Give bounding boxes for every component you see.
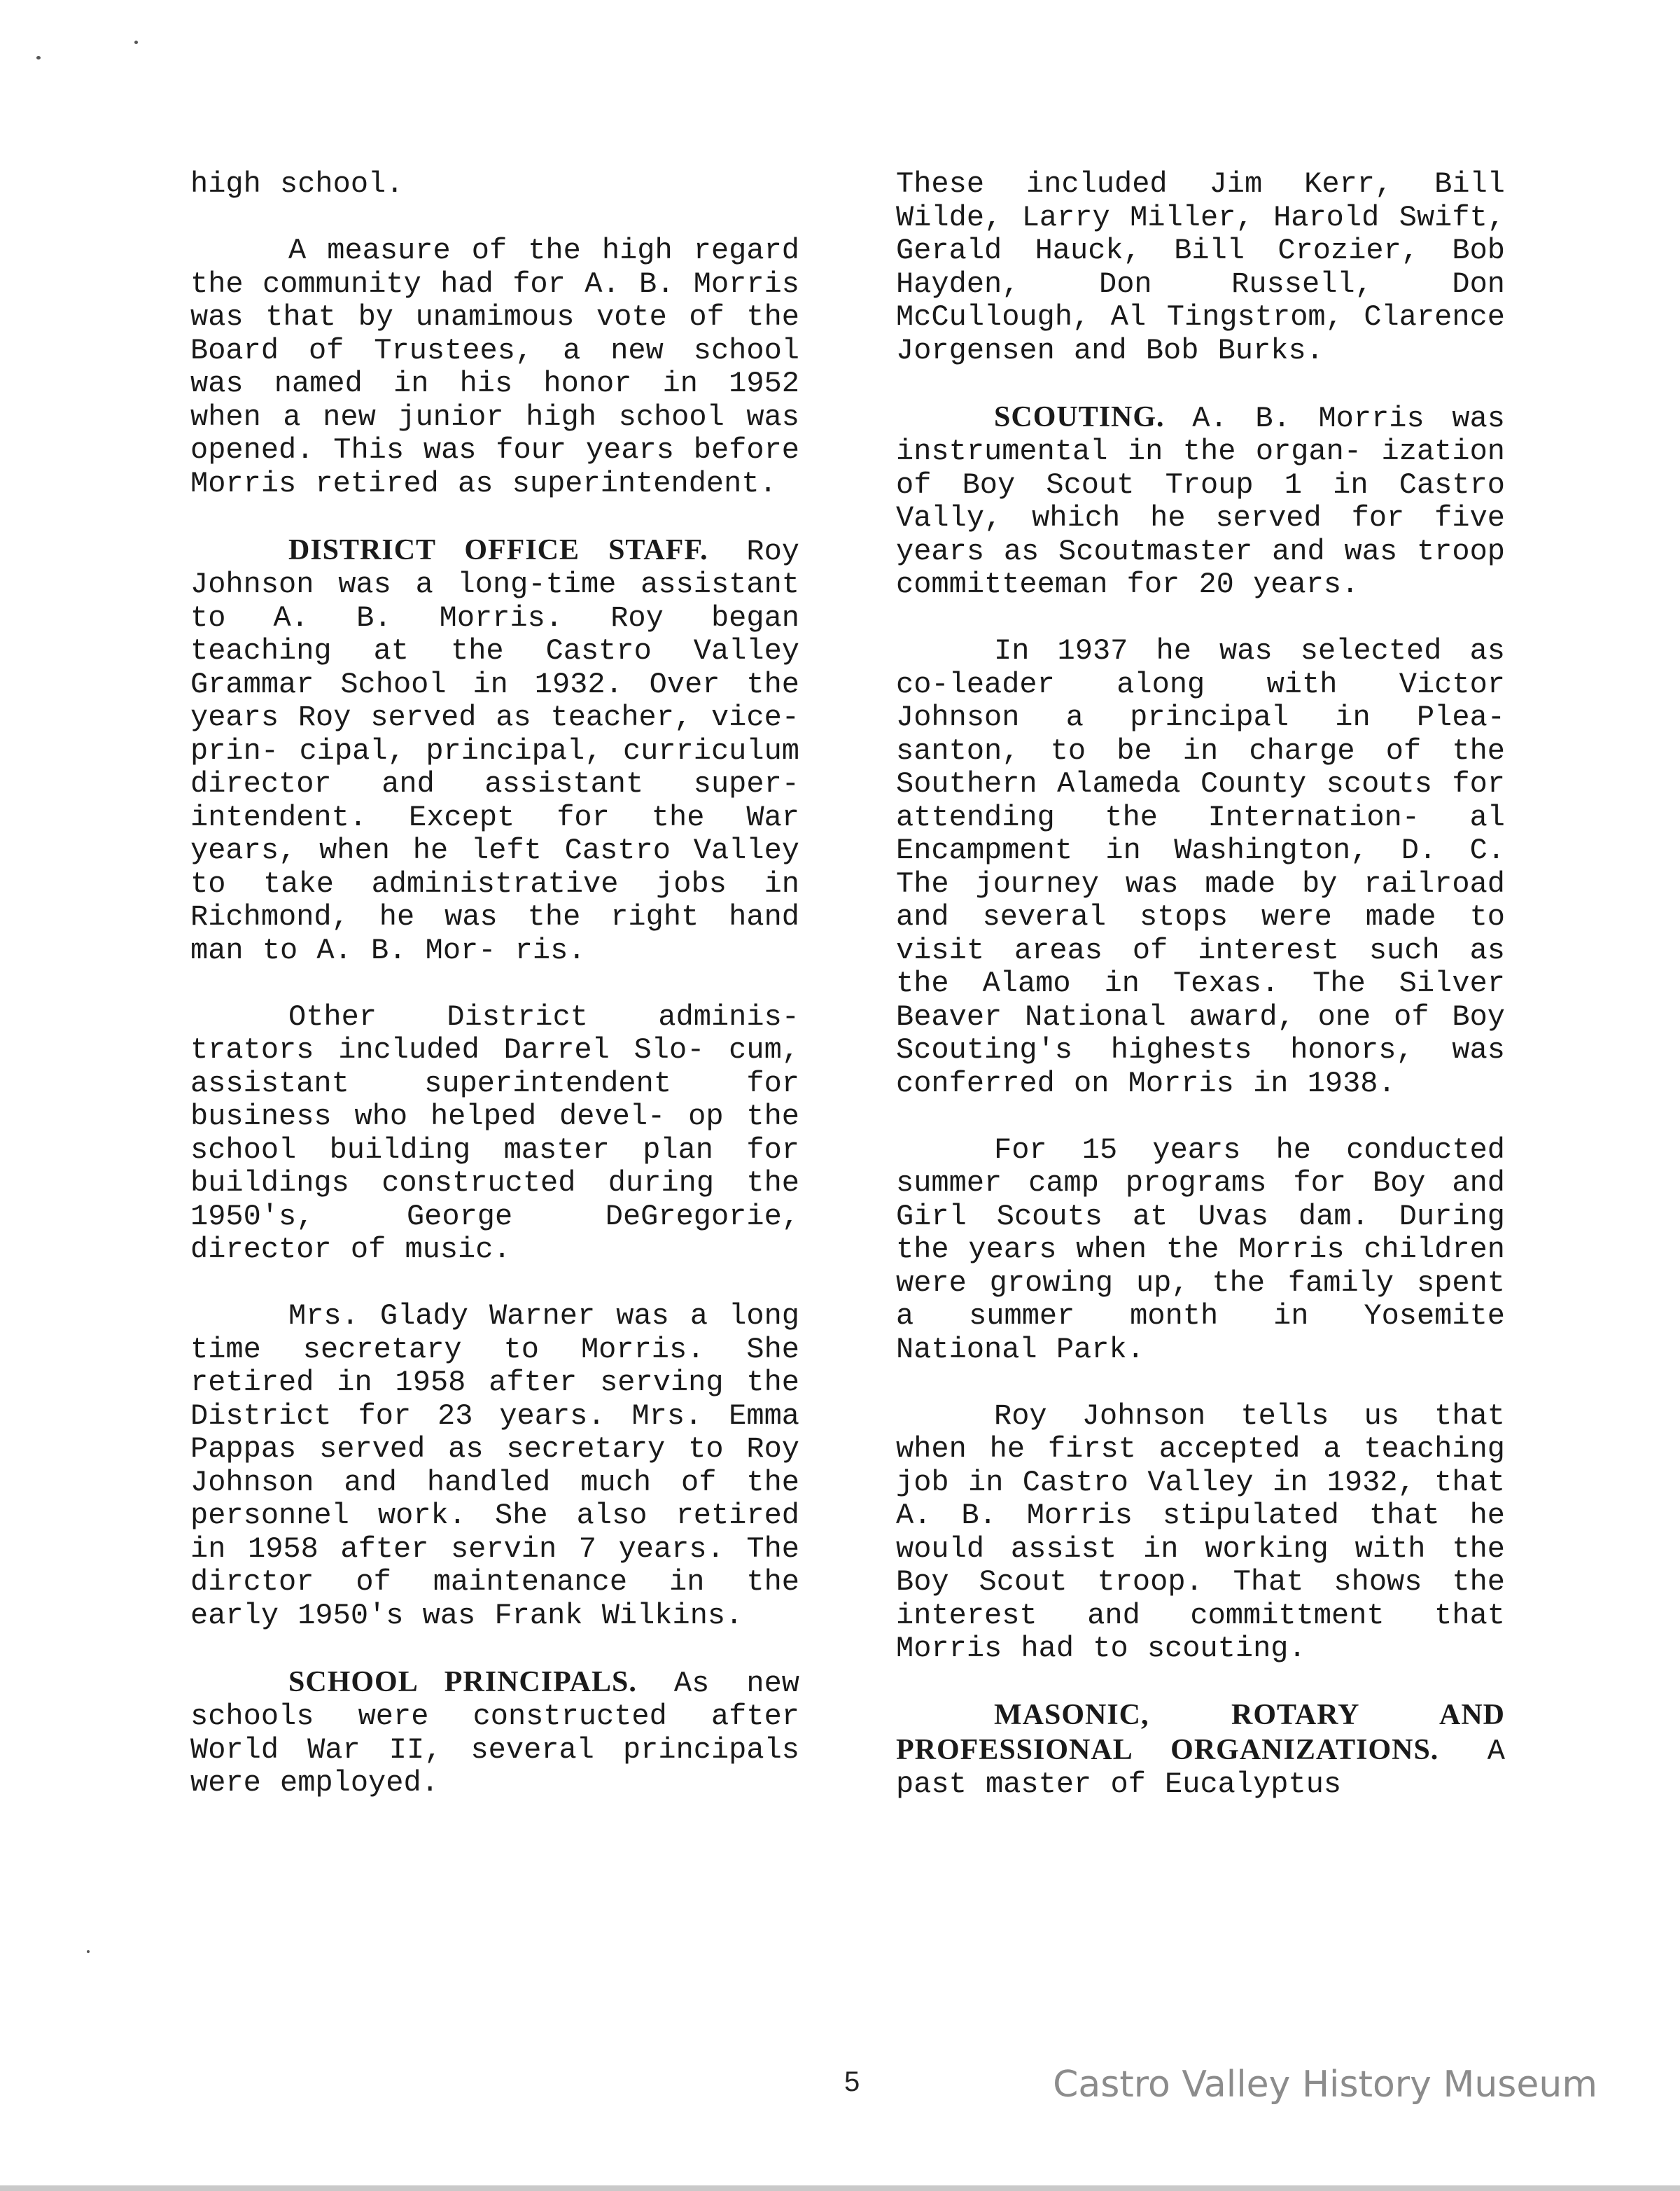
scan-speck	[36, 56, 41, 59]
paragraph-high-school-continuation: high school.	[190, 167, 404, 201]
paragraph-roy-johnson-scouting: Roy Johnson tells us that when he first accepted a teaching job in Castro Valley in 1932, that A. B. Morris stipulated that he would assist in working with the Boy Scout troop. That shows the interest and committment that Morris had to scouting.	[896, 1399, 1505, 1665]
left-column	[190, 168, 799, 1833]
scan-bottom-edge	[0, 2185, 1680, 2191]
paragraph-body: A past master of Eucalyptus	[896, 1734, 1505, 1801]
page-number: 5	[844, 2066, 860, 2097]
section-heading-district-office-staff: DISTRICT OFFICE STAFF.	[288, 533, 708, 566]
paragraph-body: Roy Johnson was a long-time assistant to A. B. Morris. Roy began teaching at the Castro Valley Grammar School in 1932. Over the years Roy served as teacher, vice-prin- cipal, principal, curriculum director and assistant super- intendent. Except for the War years, when he left Castro Valley to take administrative jobs in Richmond, he was the right hand man to A. B. Mor- ris.	[190, 534, 799, 967]
paragraph-summer-camps: For 15 years he conducted summer camp programs for Boy and Girl Scouts at Uvas dam. During the years when the Morris children were growing up, the family spent a summer month in Yosemite National Park.	[896, 1133, 1505, 1366]
paragraph-district-office-staff	[190, 534, 799, 968]
right-column	[896, 168, 1505, 1835]
section-heading-scouting: SCOUTING.	[994, 400, 1165, 433]
scan-speck	[87, 1950, 90, 1953]
section-heading-masonic-rotary: MASONIC, ROTARY AND PROFESSIONAL ORGANIZATIONS.	[896, 1699, 1505, 1766]
paragraph-morris-school-naming: A measure of the high regard the community had for A. B. Morris was that by unamimous vote of the Board of Trustees, a new school was named in his honor in 1952 when a new junior high school was opened. This was four years before Morris retired as superintendent.	[190, 234, 799, 500]
paragraph-1937-encampment: In 1937 he was selected as co-leader along with Victor Johnson a principal in Plea- santon, to be in charge of the Southern Alameda County scouts for attending the Internation- al Encampment in Washington, D. C. The journey was made by railroad and several stops were made to visit areas of interest such as the Alamo in Texas. The Silver Beaver National award, one of Boy Scouting's highests honors, was conferred on Morris in 1938.	[896, 634, 1505, 1100]
paragraph-masonic-rotary	[896, 1699, 1505, 1802]
section-heading-school-principals: SCHOOL PRINCIPALS.	[288, 1665, 637, 1698]
paragraph-body: As new schools were constructed after World War II, several principals were employed.	[190, 1666, 799, 1800]
museum-watermark: Castro Valley History Museum	[1053, 2064, 1597, 2106]
paragraph-school-principals	[190, 1666, 799, 1800]
paragraph-secretaries: Mrs. Glady Warner was a long time secretary to Morris. She retired in 1958 after serving the District for 23 years. Mrs. Emma Pappas served as secretary to Roy Johnson and handled much of the personnel work. She also retired in 1958 after servin 7 years. The dirctor of maintenance in the early 1950's was Frank Wilkins.	[190, 1299, 799, 1632]
paragraph-scouting	[896, 401, 1505, 602]
paragraph-principals-list: These included Jim Kerr, Bill Wilde, Larry Miller, Harold Swift, Gerald Hauck, Bill Crozier, Bob Hayden, Don Russell, Don McCullough, Al Tingstrom, Clarence Jorgensen and Bob Burks.	[896, 167, 1505, 368]
paragraph-other-administrators: Other District adminis- trators included Darrel Slo- cum, assistant superintendent for business who helped devel- op the school building master plan for buildings constructed during the 1950's, George DeGregorie, director of music.	[190, 1000, 799, 1266]
paragraph-body: A. B. Morris was instrumental in the organ- ization of Boy Scout Troup 1 in Castro Vally, which he served for five years as Scoutmaster and was troop committeeman for 20 years.	[896, 401, 1505, 601]
scan-speck	[134, 41, 138, 44]
